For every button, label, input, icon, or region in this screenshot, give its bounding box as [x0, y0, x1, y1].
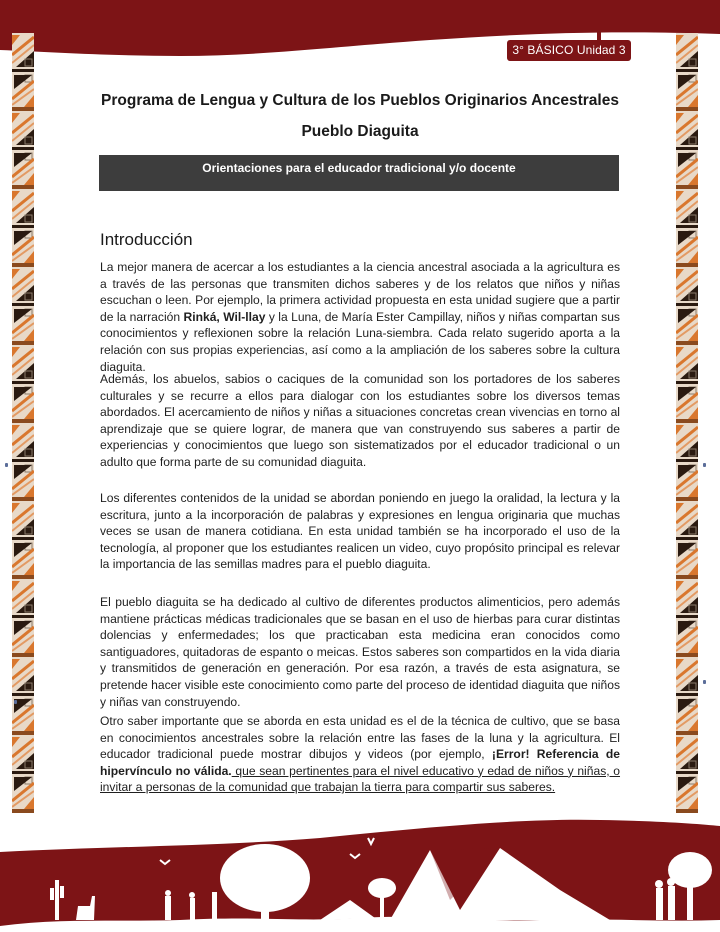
hyperlink-text[interactable]: que sean pertinentes para el nivel educativo y edad de niños y niñas, o invitar a personas de la comunidad que trabajan la tierra para compartir sus saberes.: [100, 763, 621, 795]
bottom-landscape-banner: [0, 810, 720, 932]
left-pattern-border: [12, 33, 34, 813]
paragraph-3: Los diferentes contenidos de la unidad se abordan poniendo en juego la oralidad, la lectura y la escritura, junto a la incorporación de palabras y expresiones en lengua originaria que muchas veces se usan de manera cotidiana. En esta unidad también se ha incorporado el uso de la tecnología, al proponer que los estudiantes realicen un video, cuyo propósito principal es relevar la importancia de las semillas madres para el pueblo diaguita.: [100, 491, 620, 572]
paragraph-text: Otro saber importante que se aborda en esta unidad es el de la técnica de cultivo, que se basa en conocimientos ancestrales sobre la relación entre las fases de la luna y la agricultura. El educador tradicional puede mostrar dibujos y videos (por ejemplo,: [100, 714, 620, 762]
margin-marker: [703, 680, 706, 684]
paragraph-2: Además, los abuelos, sabios o caciques de la comunidad son los portadores de los saberes culturales y se recurre a ellos para dialogar con los estudiantes sobre los diversos temas abordados. El acercamiento de niños y niñas a situaciones concretas crean vivencias en torno al aprendizaje que se quiere lograr, de manera que van construyendo sus saberes a partir de experiencias y conocimientos que luego son sistematizados por el educador tradicional o un adulto que forma parte de su comunidad diaguita.: [100, 372, 620, 469]
section-heading-introduccion: Introducción: [100, 230, 193, 249]
margin-marker: [5, 463, 8, 467]
margin-marker: [14, 700, 17, 704]
orientation-bar: Orientaciones para el educador tradicional y/o docente: [99, 155, 619, 191]
broken-hyperlink-error: ¡Error! Referencia de hipervínculo no válida.: [100, 747, 620, 778]
paragraph-1: [100, 259, 620, 375]
paragraph-text: y la Luna, de María Ester Campillay, niños y niñas compartan sus conocimientos y reflexionen sobre la relación Luna-siembra. Cada relato sugerido aporta a la relación con sus propias experiencias, así como a la ampliación de los saberes sobre la cultura diaguita.: [100, 309, 620, 374]
right-pattern-border: [676, 33, 698, 813]
people-title: Pueblo Diaguita: [301, 123, 419, 140]
paragraph-5: [100, 713, 620, 796]
margin-marker: [703, 463, 706, 467]
unit-label-badge: 3° BÁSICO Unidad 3: [507, 40, 631, 61]
bold-title: Rinká, Wil-llay: [183, 309, 266, 324]
program-title: Programa de Lengua y Cultura de los Pueblos Originarios Ancestrales: [101, 92, 619, 109]
paragraph-4: El pueblo diaguita se ha dedicado al cultivo de diferentes productos alimenticios, pero además mantiene prácticas médicas tradicionales que se basan en el uso de hierbas para curar distintas dolencias y enfermedades; los que practicaban esta medicina eran conocidos como santiguadores, quitadoras de espanto o meicas. Estos saberes son compartidos en la vida diaria y transmitidos de generación en generación. Por esa razón, a través de esta asignatura, se pretende hacer visible este conocimiento como parte del proceso de identidad diaguita que niños y niñas van construyendo.: [100, 595, 620, 709]
paragraph-text: La mejor manera de acercar a los estudiantes a la ciencia ancestral asociada a la agricultura es a través de las personas que transmiten dichos saberes y de los relatos que niños y niñas escuchan o leen. Por ejemplo, la primera actividad propuesta en esta unidad sugiere que a partir de la narración: [100, 260, 620, 324]
